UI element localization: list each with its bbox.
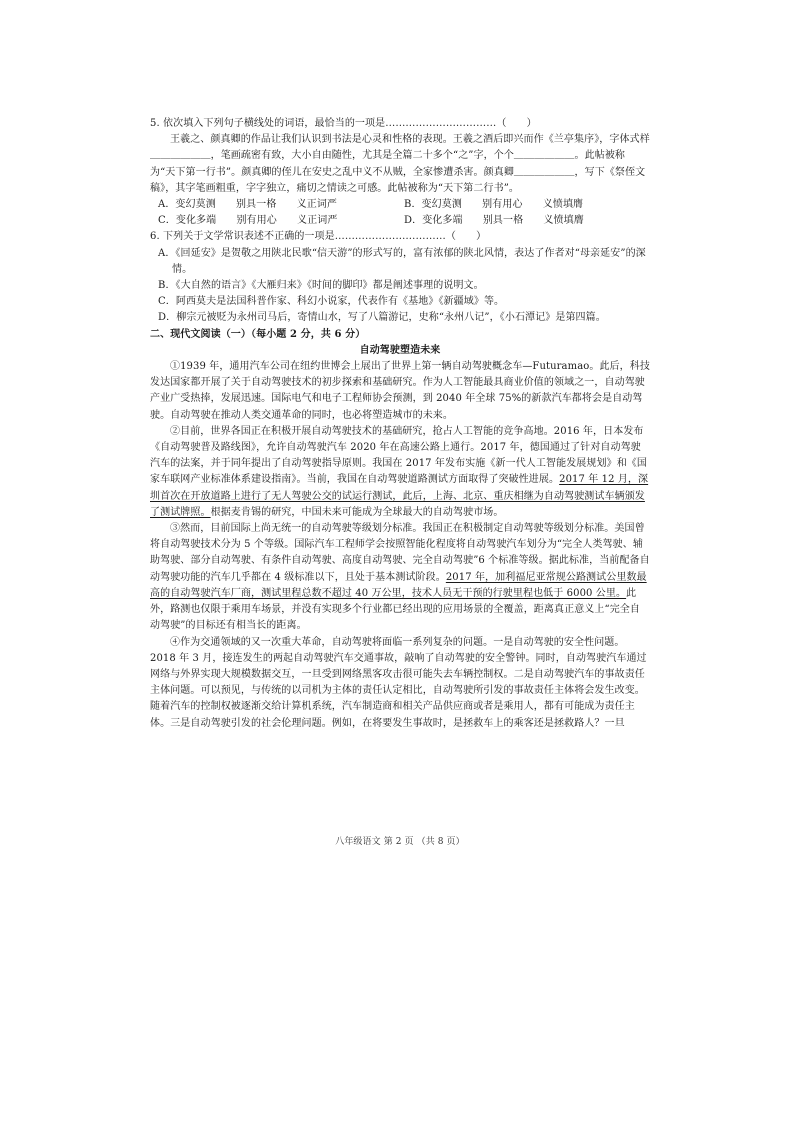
q5-option-d: D．变化多端 别具一格 义愤填膺 — [404, 215, 584, 227]
paragraph-1: ①1939 年，通用汽车公司在纽约世博会上展出了世界上第一辆自动驾驶概念车—Futuramao。此后，科技发达国家都开展了关于自动驾驶技术的初步探索和基础研究。作为人工智能最具商业价值的领域之一，自动驾驶产业广受热捧，发展迅速。国际电气和电子工程师协会预测，到 2040 年全球 75%的新款汽车都将会是自动驾驶。自动驾驶在推动人类交通革命的同时，也必将塑造城市的未来。 — [150, 361, 650, 421]
q6-option-c: C．阿西莫夫是法国科普作家、科幻小说家，代表作有《基地》《新疆域》等。 — [158, 296, 505, 308]
section-heading: 二、现代文阅读（一）（每小题 2 分，共 6 分） — [150, 328, 366, 340]
q6-option-a: A．《回延安》是贺敬之用陕北民歌“信天游”的形式写的，富有浓郁的陕北风情，表达了作者对“母亲延安”的深情。 — [158, 247, 646, 275]
question-5-stem: 5. 依次填入下列句子横线处的词语，最恰当的一项是……………………………（ ） — [150, 118, 537, 129]
q5-option-c: C．变化多端 别有用心 义正词严 — [158, 215, 338, 227]
q5-option-a: A．变幻莫测 别具一格 义正词严 — [158, 199, 338, 211]
paragraph-3-underlined: 2017 年，加利福尼亚常规公路测试公里数最高的自动驾驶汽车厂商，测试里程总数不超过 40 万公里，技术人员无干预的行驶里程也低于 6000 公里。 — [150, 571, 647, 599]
question-5-passage: 王羲之、颜真卿的作品让我们认识到书法是心灵和性格的表现。王羲之酒后即兴而作《兰亭集序》，字体式样＿＿＿＿＿＿，笔画疏密有致，大小自由随性，尤其是全篇二十多个“之”字，个个＿＿＿＿＿＿。此帖被称为“天下第一行书”。颜真卿的侄儿在安史之乱中义不从贼，全家惨遭杀害。颜真卿＿＿＿＿＿＿，写下《祭侄文稿》，其字笔画粗重，字字独立，痛切之情读之可感。此帖被称为“天下第二行书”。 — [150, 134, 650, 194]
question-6-stem: 6. 下列关于文学常识表述不正确的一项是……………………………（ ） — [150, 231, 487, 243]
paragraph-3 — [150, 521, 650, 634]
paragraph-2-text-b: 根据麦肯锡的研究，中国未来可能成为全球最大的自动驾驶市场。 — [210, 506, 504, 518]
q6-option-b: B．《大自然的语言》《大雁归来》《时间的脚印》都是阐述事理的说明文。 — [158, 280, 484, 292]
paragraph-2-underlined: 2017 年 12 月，深圳首次在开放道路上进行了无人驾驶公交的试运行测试，此后，上海、北京、重庆相继为自动驾驶测试车辆颁发了测试牌照。 — [150, 474, 649, 518]
article-title: 自动驾驶塑造未来 — [359, 344, 441, 356]
paragraph-2 — [150, 424, 650, 521]
page-footer: 八年级语文 第 2 页 （共 8 页） — [335, 837, 465, 847]
paragraph-4: ④作为交通领域的又一次重大革命，自动驾驶将面临一系列复杂的问题。一是自动驾驶的安全性问题。2018 年 3 月，接连发生的两起自动驾驶汽车交通事故，敲响了自动驾驶的安全警钟。同时，自动驾驶汽车通过网络与外界实现大规模数据交互，一旦受到网络黑客攻击很可能失去车辆控制权。二是自动驾驶汽车的事故责任主体问题。可以预见，与传统的以司机为主体的责任认定相比，自动驾驶所引发的事故责任主体将会发生改变。随着汽车的控制权被逐渐交给计算机系统，汽车制造商和相关产品供应商或者是乘用人，都有可能成为责任主体。三是自动驾驶引发的社会伦理问题。例如，在将要发生事故时，是拯救车上的乘客还是拯救路人？一旦 — [150, 636, 647, 729]
q6-option-d: D．柳宗元被贬为永州司马后，寄情山水，写了八篇游记，史称“永州八记”，《小石潭记》是第四篇。 — [158, 312, 606, 324]
question-5-options — [150, 197, 650, 229]
q5-option-b: B．变幻莫测 别有用心 义愤填膺 — [404, 199, 584, 211]
paragraph-2-text-a: ②目前，世界各国正在积极开展自动驾驶技术的基础研究，抢占人工智能的竞争高地。2016 年，日本发布《自动驾驶普及路线图》，允许自动驾驶汽车 2020 年在高速公路上通行。2017 年，德国通过了针对自动驾驶汽车的法案，并于同年提出了自动驾驶指导原则。我国在 2017 年发布实施《新一代人工智能发展规划》和《国家车联网产业标准体系建设指南》。当前，我国在自动驾驶道路测试方面取得了突破性进展。 — [150, 425, 648, 486]
paragraph-3-text-b: 此外，路测也仅限于乘用车场景，并没有实现多个行业都已经出现的应用场景的全覆盖，距离真正意义上“完全自动驾驶”的目标还有相当长的距离。 — [150, 587, 641, 632]
paragraph-3-text-a: ③然而，目前国际上尚无统一的自动驾驶等级划分标准。我国正在积极制定自动驾驶等级划分标准。美国曾将自动驾驶技术分为 5 个等级。国际汽车工程师学会按照智能化程度将自动驾驶汽车划分为“完全人类驾驶、辅助驾驶、部分自动驾驶、有条件自动驾驶、高度自动驾驶、完全自动驾驶”6 个标准等级。据此标准，当前配备自动驾驶功能的汽车几乎都在 4 级标准以下，且处于基本测试阶段。 — [150, 523, 650, 583]
exam-page — [150, 116, 650, 847]
